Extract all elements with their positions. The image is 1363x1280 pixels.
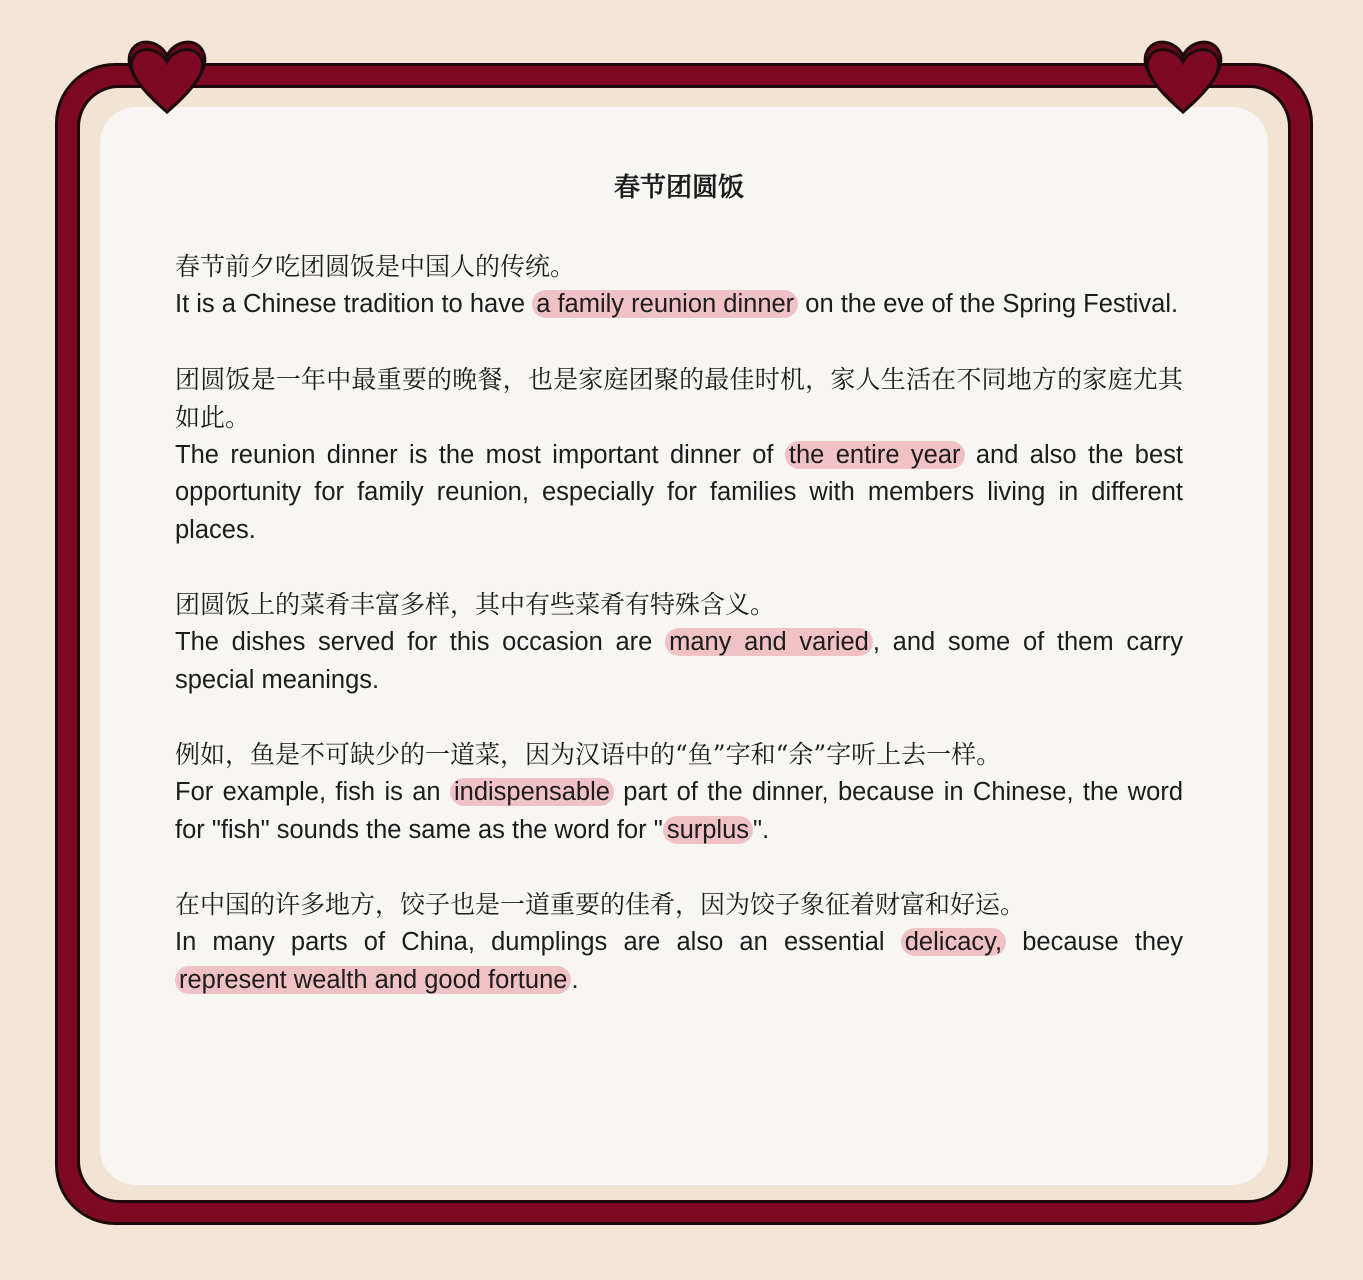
text-segment: . xyxy=(571,965,579,994)
text-segment: In many parts of China, dumplings are also an essential xyxy=(175,928,901,956)
highlighted-phrase: indispensable xyxy=(450,778,614,806)
text-segment: The dishes served for this occasion are xyxy=(175,628,666,656)
text-segment: , and some of them carry special meanings. xyxy=(175,628,1183,694)
bilingual-paragraph xyxy=(175,886,1183,999)
highlighted-phrase: a family reunion dinner xyxy=(532,290,798,318)
chinese-sentence: 在中国的许多地方，饺子也是一道重要的佳肴，因为饺子象征着财富和好运。 xyxy=(175,890,1026,919)
text-segment: For example, fish is an xyxy=(175,778,450,806)
highlighted-phrase: surplus xyxy=(663,816,753,844)
heart-icon xyxy=(122,34,212,116)
english-translation xyxy=(175,624,1183,699)
english-translation xyxy=(175,437,1183,550)
bilingual-paragraph xyxy=(175,248,1183,324)
text-segment: It is a Chinese tradition to have xyxy=(175,290,533,318)
text-segment: ". xyxy=(753,815,770,844)
chinese-sentence: 团圆饭是一年中最重要的晚餐，也是家庭团聚的最佳时机，家人生活在不同地方的家庭尤其如此。 xyxy=(175,364,1183,432)
document-body xyxy=(175,168,1183,1036)
highlighted-phrase: delicacy, xyxy=(901,928,1006,956)
english-translation xyxy=(175,286,1183,324)
text-segment: because they xyxy=(1006,928,1184,956)
text-segment: and also the best opportunity for family reunion, especially for families with members living in different places. xyxy=(175,440,1183,544)
text-segment: on the eve of the Spring Festival. xyxy=(798,290,1179,318)
highlighted-phrase: many and varied xyxy=(665,628,873,656)
chinese-sentence: 春节前夕吃团圆饭是中国人的传统。 xyxy=(175,252,576,281)
highlighted-phrase: the entire year xyxy=(785,441,965,469)
text-segment: part of the dinner, because in Chinese, the word for "fish" sounds the same as the word for " xyxy=(175,778,1183,844)
text-segment: The reunion dinner is the most important dinner of xyxy=(175,440,785,469)
english-translation xyxy=(175,774,1183,849)
heart-icon xyxy=(1138,34,1228,116)
highlighted-phrase: represent wealth and good fortune xyxy=(175,966,571,994)
chinese-sentence: 例如，鱼是不可缺少的一道菜，因为汉语中的“鱼”字和“余”字听上去一样。 xyxy=(175,740,1002,769)
bilingual-paragraph xyxy=(175,361,1183,550)
bilingual-paragraph xyxy=(175,586,1183,699)
page-title: 春节团圆饭 xyxy=(613,173,744,203)
english-translation xyxy=(175,924,1183,999)
chinese-sentence: 团圆饭上的菜肴丰富多样，其中有些菜肴有特殊含义。 xyxy=(175,590,776,619)
bilingual-paragraph xyxy=(175,736,1183,849)
paragraph-list xyxy=(175,248,1183,999)
